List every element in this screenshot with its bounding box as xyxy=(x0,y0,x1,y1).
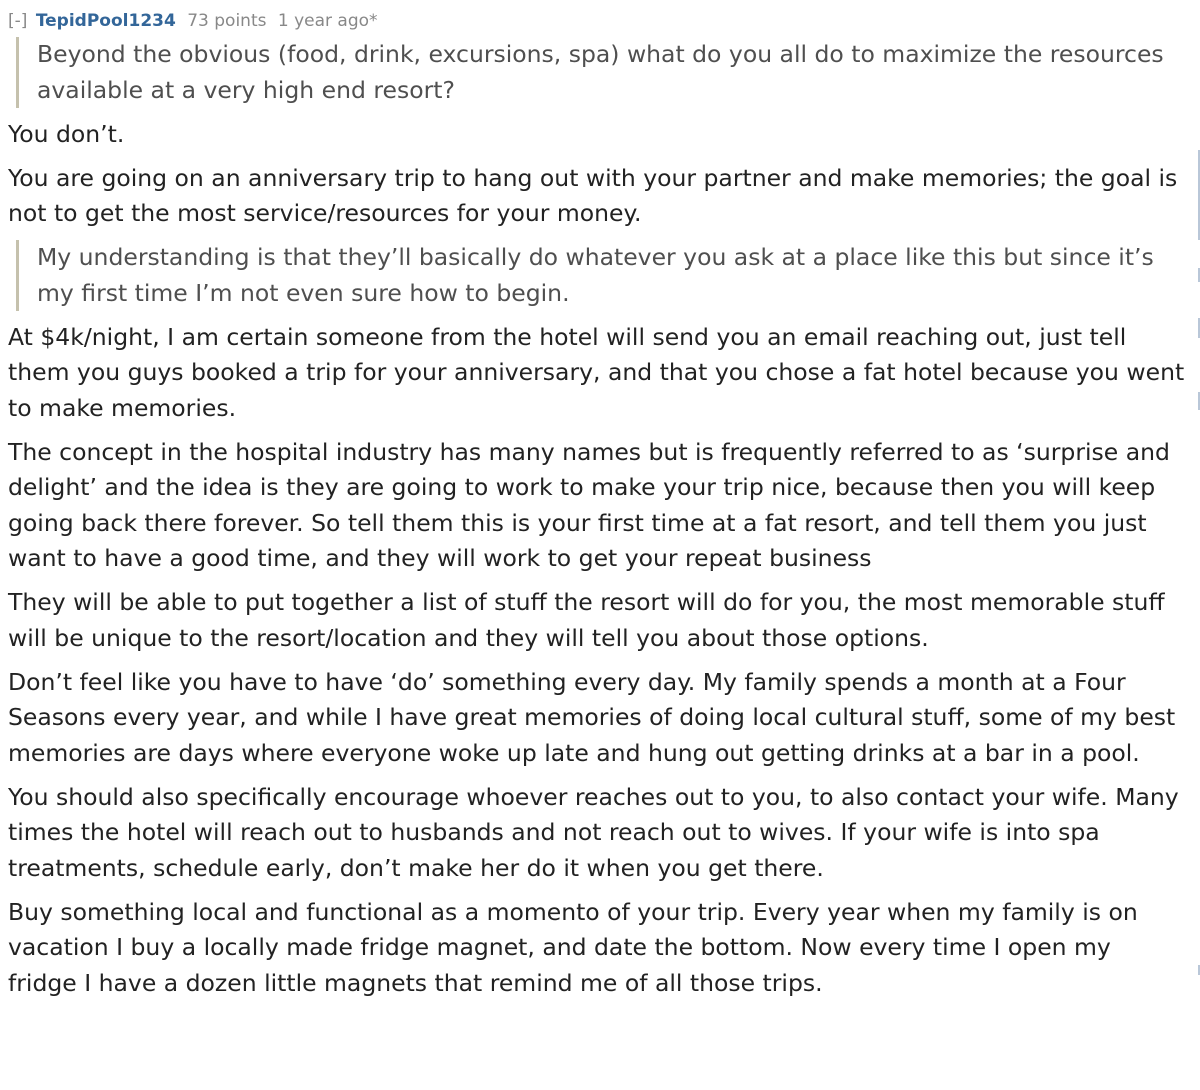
comment-tagline xyxy=(8,9,1186,33)
quote-block xyxy=(16,37,1186,108)
score: 73 points xyxy=(187,11,267,31)
collapse-toggle[interactable]: [-] xyxy=(8,11,28,31)
paragraph: Don’t feel like you have to have ‘do’ something every day. My family spends a month at a Four Seasons every year, and while I have great memories of doing local cultural stuff, some of my best memories are days where everyone woke up late and hung out getting drinks at a bar in a pool. xyxy=(8,667,1176,767)
paragraph: At $4k/night, I am certain someone from the hotel will send you an email reaching out, just tell them you guys booked a trip for your anniversary, and that you chose a fat hotel because you went to make memories. xyxy=(8,322,1185,422)
paragraph: Buy something local and functional as a momento of your trip. Every year when my family is on vacation I buy a locally made fridge magnet, and date the bottom. Now every time I open my fridge I have a dozen little magnets that remind me of all those trips. xyxy=(8,897,1138,997)
quote-text: My understanding is that they’ll basically do whatever you ask at a place like this but since it’s my first time I’m not even sure how to begin. xyxy=(37,243,1154,307)
paragraph: The concept in the hospital industry has many names but is frequently referred to as ‘surprise and delight’ and the idea is they are going to work to make your trip nice, because then you will keep going back there forever. So tell them this is your first time at a fat resort, and tell them you just want to have a good time, and they will work to get your repeat business xyxy=(8,437,1170,572)
comment-body xyxy=(8,37,1186,1001)
quote-block xyxy=(16,240,1186,311)
author-link[interactable]: TepidPool1234 xyxy=(35,11,176,31)
paragraph: You are going on an anniversary trip to hang out with your partner and make memories; the goal is not to get the most service/resources for your money. xyxy=(8,163,1178,227)
quote-text: Beyond the obvious (food, drink, excursions, spa) what do you all do to maximize the resources available at a very high end resort? xyxy=(37,40,1164,104)
timestamp: 1 year ago* xyxy=(277,11,378,31)
paragraph: You don’t. xyxy=(8,119,125,148)
paragraph: They will be able to put together a list of stuff the resort will do for you, the most memorable stuff will be unique to the resort/location and they will tell you about those options. xyxy=(8,588,1165,652)
paragraph: You should also specifically encourage whoever reaches out to you, to also contact your wife. Many times the hotel will reach out to husbands and not reach out to wives. If your wife is into spa treatments, schedule early, don’t make her do it when you get there. xyxy=(8,782,1179,882)
